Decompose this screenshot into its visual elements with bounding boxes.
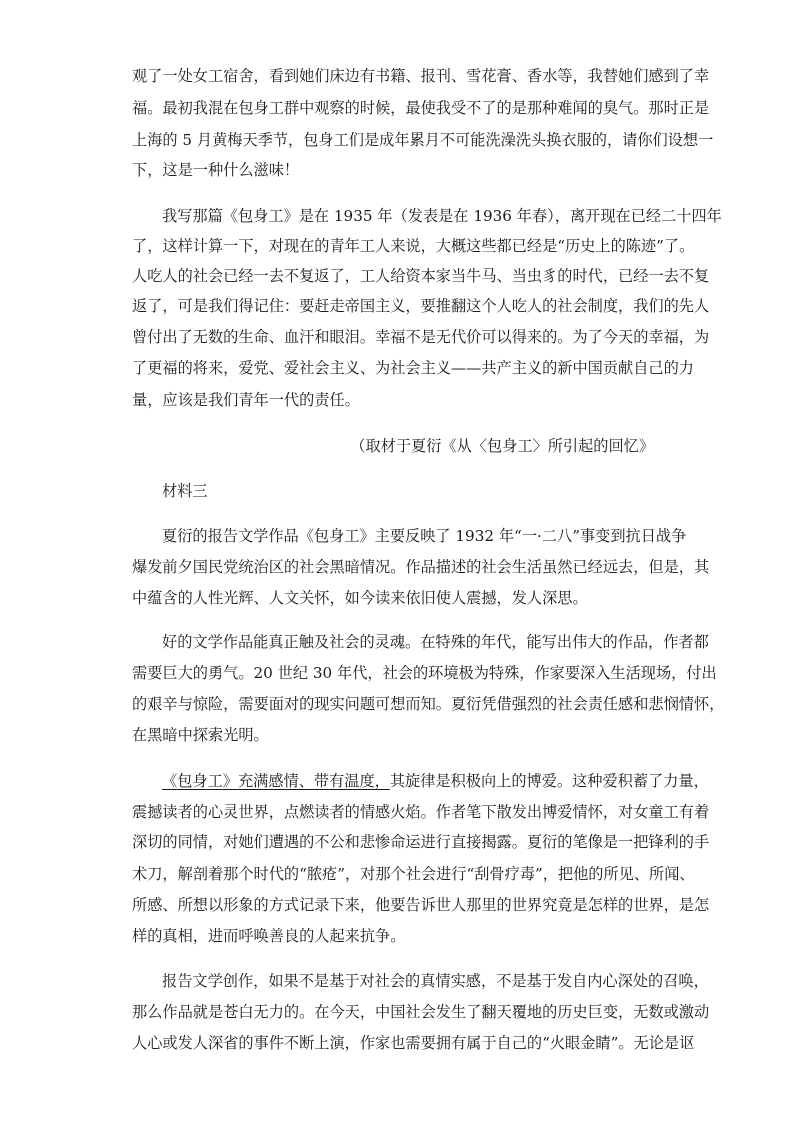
para2-line-1: 我写那篇《包身工》是在 1935 年（发表是在 1936 年春），离开现在已经二十四年 (162, 207, 722, 225)
para2-line-6: 了更福的将来，爱党、爱社会主义、为社会主义——共产主义的新中国贡献自己的力 (132, 359, 694, 377)
para2-line-4: 返了，可是我们得记住：要赶走帝国主义，要推翻这个人吃人的社会制度，我们的先人 (132, 297, 710, 315)
para6-line-3: 人心或发人深省的事件不断上演，作家也需要拥有属于自己的“火眼金睛”。无论是讴 (132, 1034, 695, 1052)
para1-line-3: 上海的 5 月黄梅天季节，包身工们是成年累月不可能洗澡洗头换衣服的，请你们设想一 (132, 131, 714, 149)
para5-line-5: 所感、所想以形象的方式记录下来，他要告诉世人那里的世界究竟是怎样的世界，是怎 (132, 896, 710, 914)
para1-line-4: 下，这是一种什么滋味！ (132, 161, 300, 179)
para5-line-1-rest: 其旋律是积极向上的博爱。这种爱积蓄了力量， (389, 772, 709, 790)
para3-line-1: 夏衍的报告文学作品《包身工》主要反映了 1932 年“一·二八”事变到抗日战争 (162, 527, 687, 545)
para4-line-3: 的艰辛与惊险，需要面对的现实问题可想而知。夏衍凭借强烈的社会责任感和悲悯情怀， (132, 695, 725, 713)
para5-line-6: 样的真相，进而呼唤善良的人起来抗争。 (132, 927, 406, 945)
para6-line-1: 报告文学创作，如果不是基于对社会的真情实感，不是基于发自内心深处的召唤， (162, 972, 709, 990)
para1-line-1: 观了一处女工宿舍，看到她们床边有书籍、报刊、雪花膏、香水等，我替她们感到了幸 (132, 67, 710, 85)
para6-line-2: 那么作品就是苍白无力的。在今天，中国社会发生了翻天覆地的历史巨变，无数或激动 (132, 1003, 710, 1021)
para3-line-3: 中蕴含的人性光辉、人文关怀，如今读来依旧使人震撼，发人深思。 (132, 589, 588, 607)
para3-line-2: 爆发前夕国民党统治区的社会黑暗情况。作品描述的社会生活虽然已经远去，但是，其 (132, 558, 710, 576)
para2-line-2: 了，这样计算一下，对现在的青年工人来说，大概这些都已经是“历史上的陈迹”了。 (132, 237, 695, 255)
para1-line-2: 福。最初我混在包身工群中观察的时候，最使我受不了的是那种难闻的臭气。那时正是 (132, 99, 710, 117)
material-3-heading: 材料三 (162, 482, 208, 500)
para4-line-1: 好的文学作品能真正触及社会的灵魂。在特殊的年代，能写出伟大的作品，作者都 (162, 633, 709, 651)
para5-line-4: 术刀，解剖着那个时代的“脓疮”，对那个社会进行“刮骨疗毒”，把他的所见、所闻、 (132, 865, 695, 883)
underlined-phrase: 《包身工》充满感情、带有温度， (162, 772, 390, 790)
para4-line-4: 在黑暗中探索光明。 (132, 726, 269, 744)
source-attribution: （取材于夏衍《从〈包身工〉所引起的回忆》 (350, 437, 654, 455)
para2-line-3: 人吃人的社会已经一去不复返了，工人给资本家当牛马、当虫豸的时代，已经一去不复 (132, 267, 710, 285)
para2-line-5: 曾付出了无数的生命、血汗和眼泪。幸福不是无代价可以得来的。为了今天的幸福，为 (132, 328, 710, 346)
para5-line-3: 深切的同情，对她们遭遇的不公和悲惨命运进行直接揭露。夏衍的笔像是一把锋利的手 (132, 833, 710, 851)
para4-line-2: 需要巨大的勇气。20 世纪 30 年代，社会的环境极为特殊，作家要深入生活现场，付出 (132, 664, 717, 682)
para2-line-7: 量，应该是我们青年一代的责任。 (132, 391, 360, 409)
para5-line-2: 震撼读者的心灵世界，点燃读者的情感火焰。作者笔下散发出博爱情怀，对女童工有着 (132, 803, 710, 821)
para5-line-1 (162, 771, 709, 791)
